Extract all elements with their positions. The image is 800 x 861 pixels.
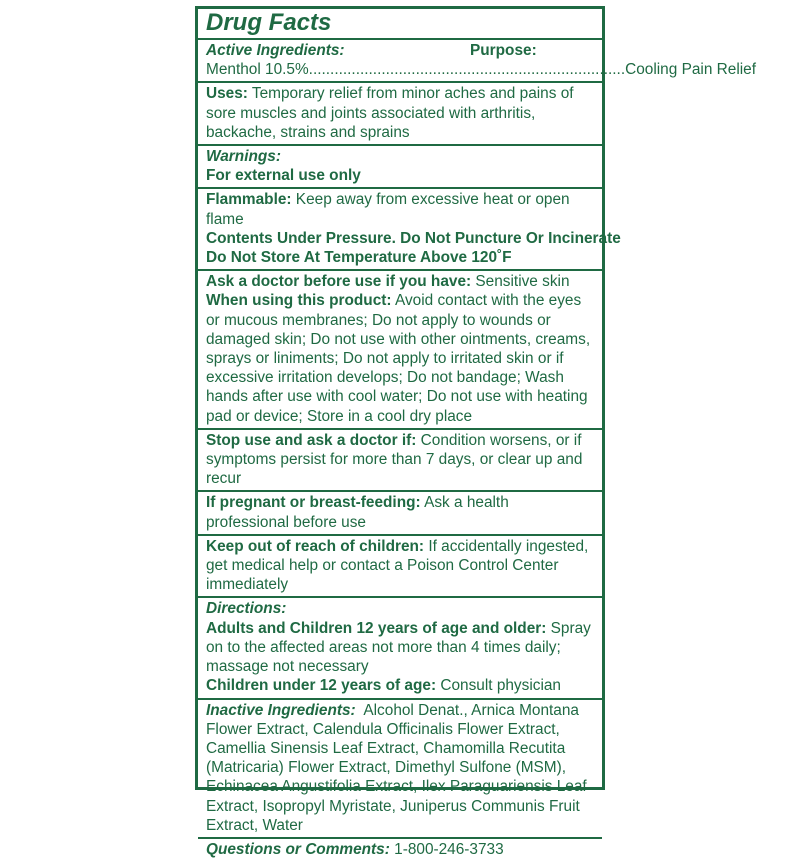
children-text: Consult physician [436, 677, 561, 695]
active-ingredient-row [206, 60, 757, 79]
children-label: Children under 12 years of age: [206, 677, 437, 695]
temperature-warning: Do Not Store At Temperature Above 120˚F [206, 249, 512, 267]
active-purpose: Cooling Pain Relief [625, 61, 757, 79]
page-title: Drug Facts [206, 9, 332, 36]
flammable-text: Keep away from excessive heat or open flame [206, 191, 570, 228]
questions-phone: 1-800-246-3733 [389, 840, 504, 858]
stop-use-text: Condition worsens, or if symptoms persist for more than 7 days, or clear up and recur [206, 431, 583, 488]
inactive-ingredients-section [198, 700, 602, 839]
active-ingredient: Menthol 10.5% [206, 61, 309, 79]
ask-doctor-text: Sensitive skin [471, 273, 570, 291]
pregnant-text: Ask a health professional before use [206, 494, 509, 531]
when-using-text: Avoid contact with the eyes or mucous membranes; Do not apply to wounds or damaged skin; Do not use with other ointments, creams, sprays or liniments; Do not apply to irritated skin or if excessive irritation develops; Do not bandage; Wash hands after use with cool water; Do not use with heating pad or device; Store in a cool dry place [206, 292, 591, 425]
warnings-section [198, 146, 602, 189]
adults-label: Adults and Children 12 years of age and older: [206, 619, 547, 637]
uses-section [198, 83, 602, 146]
active-ingredients-header: Active Ingredients: [206, 42, 345, 59]
pregnant-section [198, 492, 602, 535]
ask-doctor-label: Ask a doctor before use if you have: [206, 273, 472, 291]
warnings-header: Warnings: [206, 148, 281, 166]
pregnant-label: If pregnant or breast-feeding: [206, 494, 421, 512]
flammable-label: Flammable: [206, 191, 292, 209]
drug-facts-panel [195, 6, 757, 858]
flammable-section [198, 189, 621, 271]
purpose-header: Purpose: [470, 42, 537, 59]
stop-use-label: Stop use and ask a doctor if: [206, 431, 417, 449]
keep-out-text: If accidentally ingested, get medical help or contact a Poison Control Center immediately [206, 537, 589, 594]
keep-out-section [198, 536, 602, 599]
uses-text: Temporary relief from minor aches and pains of sore muscles and joints associated with arthritis, backache, strains and sprains [206, 85, 574, 141]
directions-section [198, 598, 602, 699]
inactive-ingredients-label: Inactive Ingredients: [206, 701, 356, 719]
questions-section [198, 839, 602, 861]
ask-doctor-section [198, 271, 602, 430]
adults-text: Spray on to the affected areas not more than 4 times daily; massage not necessary [206, 619, 591, 676]
uses-label: Uses: [206, 85, 248, 103]
active-ingredients-section [198, 40, 757, 83]
dot-leader: .......................................................................... [308, 61, 626, 79]
stop-use-section [198, 430, 602, 493]
active-header-row [206, 41, 594, 60]
keep-out-label: Keep out of reach of children: [206, 537, 425, 555]
when-using-label: When using this product: [206, 292, 392, 310]
external-use-warning: For external use only [206, 167, 361, 185]
inactive-ingredients-text: Alcohol Denat., Arnica Montana Flower Extract, Calendula Officinalis Flower Extract, Camellia Sinensis Leaf Extract, Chamomilla Recutita (Matricaria) Flower Extract, Dimethyl Sulfone (MSM), Echinacea Angustifolia Extract, Ilex Paraguariensis Leaf Extract, Isopropyl Myristate, Juniperus Communis Fruit Extract, Water [206, 701, 591, 834]
title-section [198, 9, 602, 40]
questions-label: Questions or Comments: [206, 840, 390, 858]
directions-header: Directions: [206, 600, 287, 618]
pressure-warning: Contents Under Pressure. Do Not Puncture Or Incinerate [206, 229, 621, 247]
